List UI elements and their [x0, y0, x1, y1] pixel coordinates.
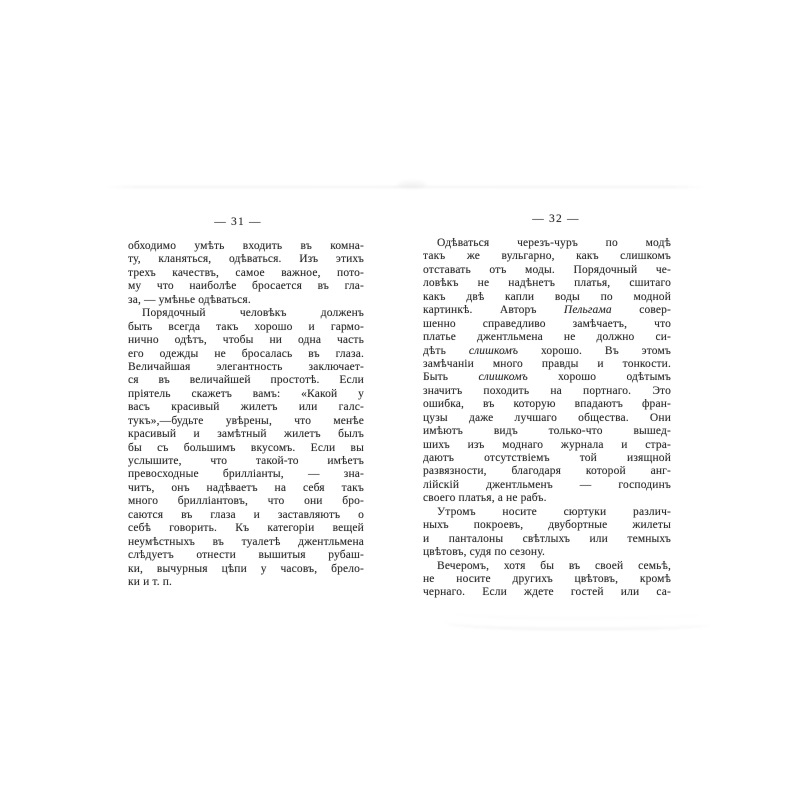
text-line	[423, 345, 671, 358]
page-number-header: — 31 —	[214, 216, 262, 228]
text-line: развязности, благодаря которой анг-	[423, 465, 671, 478]
text-line: такъ же вульгарно, какъ слишкомъ	[423, 250, 671, 263]
text-line: шенно справедливо замѣчаетъ, что	[423, 317, 671, 330]
text-line: Вечеромъ, хотя бы въ своей семьѣ,	[437, 559, 671, 572]
text-line: цвѣтовъ, судя по сезону.	[423, 546, 546, 559]
text-line: Порядочный человѣкъ долженъ	[142, 307, 364, 320]
text-line: трехъ качествъ, самое важное, пото-	[128, 266, 364, 279]
text-line: нично одѣтъ, чтобы ни одна часть	[128, 334, 364, 347]
text-line: саются въ глаза и заставляютъ о	[128, 508, 364, 521]
text-line: не носите другихъ цвѣтовъ, кромѣ	[423, 572, 671, 585]
text-line: шихъ изъ моднаго журнала и стра-	[423, 438, 671, 451]
text-line	[423, 304, 671, 317]
text-line: васъ красивый жилетъ или галс-	[128, 401, 364, 414]
page-32	[423, 213, 671, 600]
text-segment: хорошо. Въ этомъ	[518, 344, 671, 357]
text-line: и панталоны свѣтлыхъ или темныхъ	[423, 532, 671, 545]
text-line: му что наиболѣе бросается въ гла-	[128, 280, 364, 293]
page-top-edge-notch	[398, 181, 426, 188]
text-line: пріятель скажетъ вамъ: «Какой у	[128, 387, 364, 400]
text-line: услышите, что такой-то имѣетъ	[128, 455, 364, 467]
text-line: читъ, онъ надѣваетъ на себя такъ	[128, 481, 364, 494]
page-number-header: — 32 —	[532, 213, 580, 225]
text-segment: совер-	[611, 304, 671, 317]
text-line: чернаго. Если ждете гостей или са-	[423, 586, 671, 599]
text-line: ту, кланяться, одѣваться. Изъ этихъ	[128, 253, 364, 266]
text-line: Утромъ носите сюртуки различ-	[437, 505, 671, 518]
text-line: ошибка, въ которую впадаютъ фран-	[423, 398, 671, 411]
text-line: тукъ»,—будьте увѣрены, что менѣе	[128, 414, 364, 427]
text-line: обходимо умѣть входить въ комна-	[128, 240, 364, 252]
page-bottom-edge	[444, 612, 710, 630]
text-line	[423, 371, 671, 384]
page-text-body	[128, 240, 364, 589]
text-line: бы съ большимъ вкусомъ. Если вы	[128, 441, 364, 454]
text-line: цузы даже лучшаго общества. Они	[423, 411, 671, 424]
text-line: лійскій джентльменъ — господинъ	[423, 478, 671, 491]
text-line: неумѣстныхъ въ туалетѣ джентльмена	[128, 535, 364, 548]
text-line: слѣдуетъ отнести вышитыя рубаш-	[128, 549, 364, 562]
text-line: его одежды не бросалась въ глаза.	[128, 347, 364, 360]
text-line: красивый и замѣтный жилетъ былъ	[128, 428, 364, 441]
text-line: значитъ походить на портнаго. Это	[423, 384, 671, 397]
text-line: ки, вычурныя цѣпи у часовъ, брело-	[128, 562, 364, 575]
text-line: ки и т. п.	[128, 575, 173, 588]
text-line: своего платья, а не рабъ.	[423, 492, 547, 505]
text-segment: слишкомъ	[478, 371, 528, 384]
text-segment: Пельгама	[563, 304, 612, 317]
page-31	[128, 216, 364, 589]
text-segment: хорошо одѣтымъ	[527, 371, 671, 384]
text-line: себѣ говорить. Къ категоріи вещей	[128, 522, 364, 535]
text-line: платье джентльмена не должно си-	[423, 331, 671, 344]
text-line: замѣчаніи много правды и тонкости.	[423, 357, 671, 370]
text-line: имѣютъ видъ только-что вышед-	[423, 425, 671, 438]
text-segment: Быть	[423, 371, 479, 384]
text-segment: картинкѣ. Авторъ	[423, 304, 564, 317]
text-line: отставать отъ моды. Порядочный че-	[423, 263, 671, 276]
text-line: ныхъ покроевъ, двубортные жилеты	[423, 519, 671, 532]
text-line: превосходные брилліанты, — зна-	[128, 468, 364, 481]
text-segment: дѣть	[423, 344, 469, 357]
text-line: ловѣкъ не надѣнетъ платья, сшитаго	[423, 277, 671, 290]
text-line: быть всегда такъ хорошо и гармо-	[128, 320, 364, 333]
text-line: какъ двѣ капли воды по модной	[423, 290, 671, 303]
text-line: Одѣваться черезъ-чуръ по модѣ	[437, 237, 671, 249]
text-line: Величайшая элегантность заключает-	[128, 360, 364, 373]
text-line: много брилліантовъ, что они бро-	[128, 495, 364, 508]
text-segment: слишкомъ	[468, 344, 519, 357]
text-line: даютъ отсутствіемъ той изящной	[423, 452, 671, 464]
text-line: ся въ величайшей простотѣ. Если	[128, 374, 364, 387]
text-line: за, — умѣнье одѣваться.	[128, 293, 251, 306]
page-text-body	[423, 237, 671, 600]
